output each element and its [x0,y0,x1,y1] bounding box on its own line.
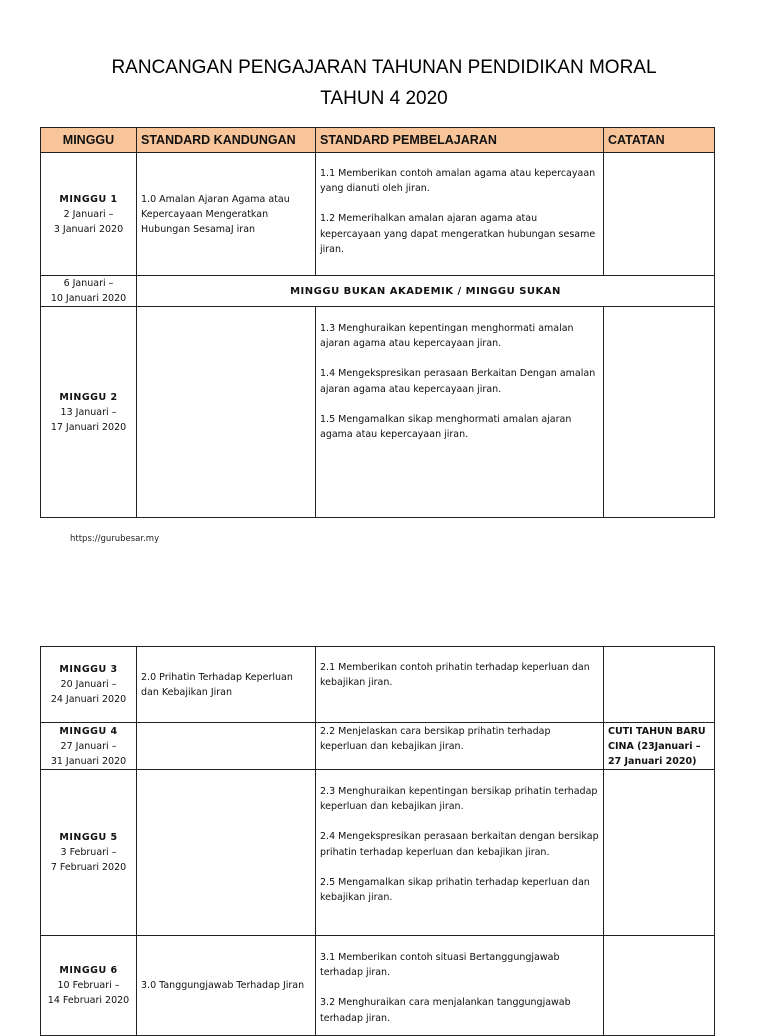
non-academic-week-note: MINGGU BUKAN AKADEMIK / MINGGU SUKAN [137,276,715,307]
header-standard-pembelajaran: STANDARD PEMBELAJARAN [316,128,604,153]
table-row [41,153,715,276]
sp-item: 1.4 Mengekspresikan perasaan Berkaitan Dengan amalan ajaran agama atau kepercayaan jiran. [320,368,596,395]
table-row [41,276,715,307]
standard-pembelajaran-cell [316,723,604,770]
lesson-plan-table-2 [40,646,715,1036]
standard-kandungan-cell: 1.0 Amalan Ajaran Agama atau Kepercayaan Mengeratkan Hubungan SesamaJ iran [137,153,316,276]
week-cell [41,276,137,307]
header-catatan: CATATAN [604,128,715,153]
catatan-cell [604,153,715,276]
standard-kandungan-cell [137,770,316,936]
sp-item: 1.5 Mengamalkan sikap menghormati amalan ajaran agama atau kepercayaan jiran. [320,413,572,441]
sp-item: 2.4 Mengekspresikan perasaan berkaitan dengan bersikap prihatin terhadap keperluan dan kebajikan jiran. [320,831,599,858]
week-date-start: 20 Januari – [60,679,117,690]
table-row [41,936,715,1036]
week-label: MINGGU 2 [59,391,118,403]
header-minggu: MINGGU [41,128,137,153]
week-cell [41,770,137,936]
table-row [41,307,715,518]
week-date-start: 27 Januari – [60,741,117,752]
week-date-start: 2 Januari – [63,208,114,220]
sp-item: 2.1 Memberikan contoh prihatin terhadap keperluan dan kebajikan jiran. [320,662,590,689]
standard-kandungan-cell: 2.0 Prihatin Terhadap Keperluan dan Kebajikan Jiran [137,647,316,723]
standard-pembelajaran-cell [316,647,604,723]
sp-item: 1.2 Memerihalkan amalan ajaran agama atau kepercayaan yang dapat mengeratkan hubungan sesame jiran. [320,213,596,255]
table-row [41,770,715,936]
source-url: https://gurubesar.my [70,534,160,544]
lesson-plan-table-1 [40,127,715,518]
standard-kandungan-cell [137,723,316,770]
week-cell [41,307,137,518]
week-cell [41,723,137,770]
sp-item: 1.1 Memberikan contoh amalan agama atau kepercayaan yang dianuti oleh jiran. [320,168,596,195]
week-label: MINGGU 6 [59,965,118,976]
week-date-end: 3 Januari 2020 [53,223,124,235]
header-standard-kandungan: STANDARD KANDUNGAN [137,128,316,153]
week-label: MINGGU 3 [59,664,118,675]
table-row [41,723,715,770]
standard-kandungan-cell [137,307,316,518]
table-row [41,647,715,723]
standard-pembelajaran-cell [316,307,604,518]
catatan-cell [604,307,715,518]
week-date-start: 6 Januari – [63,278,114,289]
catatan-cell [604,770,715,936]
week-date-end: 10 Januari 2020 [50,293,127,304]
week-cell [41,647,137,723]
sp-item: 2.3 Menghuraikan kepentingan bersikap prihatin terhadap keperluan dan kebajikan jiran. [320,786,598,813]
week-date-end: 24 Januari 2020 [50,694,127,705]
table-header-row [41,128,715,153]
sp-item: 2.5 Mengamalkan sikap prihatin terhadap keperluan dan kebajikan jiran. [320,876,590,904]
week-date-end: 31 Januari 2020 [50,756,127,767]
week-date-end: 7 Februari 2020 [50,862,127,873]
week-date-end: 14 Februari 2020 [47,995,130,1006]
week-date-start: 3 Februari – [60,847,117,858]
sp-item: 3.2 Menghuraikan cara menjalankan tanggungjawab terhadap jiran. [320,997,571,1024]
catatan-cell [604,647,715,723]
week-date-start: 10 Februari – [57,980,120,991]
sp-item: 2.2 Menjelaskan cara bersikap prihatin terhadap keperluan dan kebajikan jiran. [320,726,551,753]
document-title: RANCANGAN PENGAJARAN TAHUNAN PENDIDIKAN MORAL [111,57,657,78]
catatan-cell: CUTI TAHUN BARU CINA (23Januari – 27 Januari 2020) [604,723,715,770]
week-date-end: 17 Januari 2020 [50,421,127,433]
sp-item: 1.3 Menghuraikan kepentingan menghormati amalan ajaran agama atau kepercayaan jiran. [320,323,574,350]
week-label: MINGGU 4 [59,726,118,737]
week-cell [41,153,137,276]
week-date-start: 13 Januari – [60,406,117,418]
standard-pembelajaran-cell [316,936,604,1036]
standard-pembelajaran-cell [316,770,604,936]
week-label: MINGGU 1 [59,193,118,205]
week-label: MINGGU 5 [59,832,118,843]
sp-item: 3.1 Memberikan contoh situasi Bertanggungjawab terhadap jiran. [320,952,560,979]
standard-kandungan-cell: 3.0 Tanggungjawab Terhadap Jiran [137,936,316,1036]
document-subtitle: TAHUN 4 2020 [320,88,448,109]
catatan-cell [604,936,715,1036]
week-cell [41,936,137,1036]
standard-pembelajaran-cell [316,153,604,276]
